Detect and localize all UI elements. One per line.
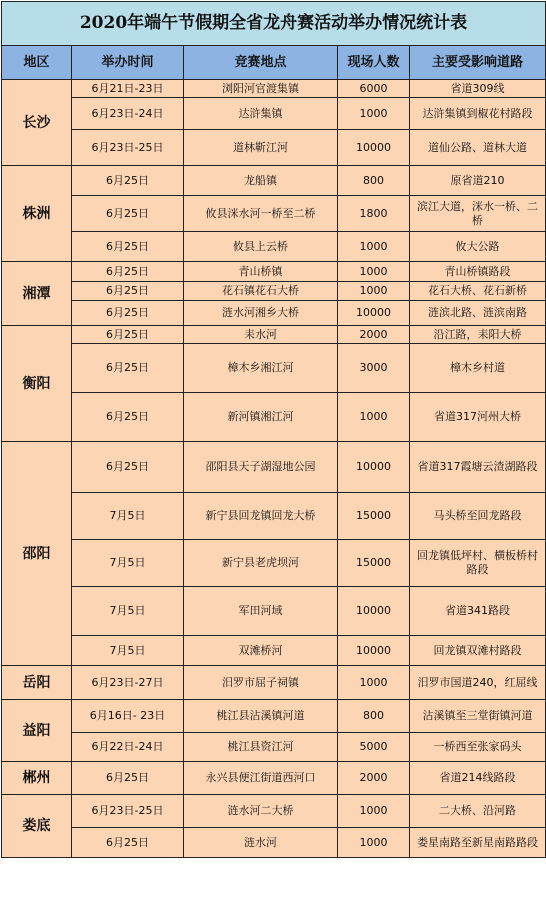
region-cell: 郴州 — [2, 762, 72, 795]
attendance-cell: 1000 — [338, 828, 410, 858]
attendance-cell: 1000 — [338, 282, 410, 301]
location-cell: 涟水河 — [184, 828, 338, 858]
attendance-cell: 1000 — [338, 795, 410, 828]
time-cell: 6月25日 — [72, 344, 184, 393]
time-cell: 6月25日 — [72, 262, 184, 282]
roads-cell: 省道341路段 — [410, 587, 546, 636]
time-cell: 6月23日-25日 — [72, 130, 184, 166]
location-cell: 新宁县老虎坝河 — [184, 540, 338, 587]
time-cell: 6月22日-24日 — [72, 733, 184, 762]
attendance-cell: 10000 — [338, 636, 410, 666]
location-cell: 军田河域 — [184, 587, 338, 636]
table-row — [2, 232, 546, 262]
attendance-cell: 800 — [338, 700, 410, 733]
region-cell: 娄底 — [2, 795, 72, 858]
attendance-cell: 6000 — [338, 80, 410, 98]
location-cell: 汨罗市屈子祠镇 — [184, 666, 338, 700]
attendance-cell: 1000 — [338, 262, 410, 282]
attendance-cell: 800 — [338, 166, 410, 196]
location-cell: 龙船镇 — [184, 166, 338, 196]
attendance-cell: 2000 — [338, 762, 410, 795]
time-cell: 7月5日 — [72, 493, 184, 540]
table-row — [2, 196, 546, 232]
time-cell: 6月25日 — [72, 232, 184, 262]
table-row — [2, 636, 546, 666]
header-location: 竞赛地点 — [184, 46, 338, 80]
attendance-cell: 5000 — [338, 733, 410, 762]
table-row — [2, 493, 546, 540]
location-cell: 邵阳县天子湖湿地公园 — [184, 442, 338, 493]
location-cell: 桃江县资江河 — [184, 733, 338, 762]
roads-cell: 汨罗市国道240，红屈线 — [410, 666, 546, 700]
roads-cell: 涟滨北路、涟滨南路 — [410, 301, 546, 326]
time-cell: 6月25日 — [72, 166, 184, 196]
location-cell: 耒水河 — [184, 326, 338, 344]
table-row — [2, 130, 546, 166]
region-cell: 株洲 — [2, 166, 72, 262]
table-row — [2, 166, 546, 196]
location-cell: 新河镇湘江河 — [184, 393, 338, 442]
table-row — [2, 98, 546, 130]
table-row — [2, 393, 546, 442]
roads-cell: 达浒集镇到椒花村路段 — [410, 98, 546, 130]
location-cell: 攸县上云桥 — [184, 232, 338, 262]
header-roads: 主要受影响道路 — [410, 46, 546, 80]
table-row — [2, 666, 546, 700]
table-row — [2, 262, 546, 282]
table-row — [2, 587, 546, 636]
table-title: 2020年端午节假期全省龙舟赛活动举办情况统计表 — [1, 1, 546, 45]
location-cell: 攸县洣水河一桥至二桥 — [184, 196, 338, 232]
table-body — [2, 80, 546, 858]
attendance-cell: 1800 — [338, 196, 410, 232]
time-cell: 6月25日 — [72, 393, 184, 442]
attendance-cell: 15000 — [338, 493, 410, 540]
attendance-cell: 15000 — [338, 540, 410, 587]
header-attendance: 现场人数 — [338, 46, 410, 80]
time-cell: 6月25日 — [72, 301, 184, 326]
attendance-cell: 3000 — [338, 344, 410, 393]
region-cell: 长沙 — [2, 80, 72, 166]
location-cell: 达浒集镇 — [184, 98, 338, 130]
roads-cell: 滨江大道，洣水一桥、二桥 — [410, 196, 546, 232]
time-cell: 6月25日 — [72, 762, 184, 795]
roads-cell: 马头桥至回龙路段 — [410, 493, 546, 540]
roads-cell: 攸大公路 — [410, 232, 546, 262]
roads-cell: 道仙公路、道林大道 — [410, 130, 546, 166]
attendance-cell: 1000 — [338, 393, 410, 442]
location-cell: 青山桥镇 — [184, 262, 338, 282]
table-row — [2, 733, 546, 762]
time-cell: 6月23日-25日 — [72, 795, 184, 828]
location-cell: 桃江县沾溪镇河道 — [184, 700, 338, 733]
dragon-boat-statistics-table — [1, 1, 546, 858]
roads-cell: 省道317霞塘云渣湖路段 — [410, 442, 546, 493]
roads-cell: 娄星南路至新星南路路段 — [410, 828, 546, 858]
roads-cell: 沾溪镇至三堂街镇河道 — [410, 700, 546, 733]
attendance-cell: 1000 — [338, 232, 410, 262]
time-cell: 7月5日 — [72, 540, 184, 587]
attendance-cell: 10000 — [338, 587, 410, 636]
roads-cell: 省道214线路段 — [410, 762, 546, 795]
roads-cell: 二大桥、沿河路 — [410, 795, 546, 828]
location-cell: 樟木乡湘江河 — [184, 344, 338, 393]
location-cell: 新宁县回龙镇回龙大桥 — [184, 493, 338, 540]
location-cell: 双滩桥河 — [184, 636, 338, 666]
table-row — [2, 540, 546, 587]
region-cell: 邵阳 — [2, 442, 72, 666]
time-cell: 6月23日-24日 — [72, 98, 184, 130]
attendance-cell: 10000 — [338, 301, 410, 326]
location-cell: 永兴县便江街道西河口 — [184, 762, 338, 795]
table-row — [2, 762, 546, 795]
roads-cell: 回龙镇低坪村、横板桥村路段 — [410, 540, 546, 587]
location-cell: 浏阳河官渡集镇 — [184, 80, 338, 98]
table-row — [2, 282, 546, 301]
attendance-cell: 1000 — [338, 98, 410, 130]
header-time: 举办时间 — [72, 46, 184, 80]
table-row — [2, 326, 546, 344]
roads-cell: 樟木乡村道 — [410, 344, 546, 393]
table-row — [2, 442, 546, 493]
region-cell: 益阳 — [2, 700, 72, 762]
header-row — [2, 46, 546, 80]
region-cell: 岳阳 — [2, 666, 72, 700]
time-cell: 7月5日 — [72, 587, 184, 636]
time-cell: 6月25日 — [72, 326, 184, 344]
attendance-cell: 2000 — [338, 326, 410, 344]
table-row — [2, 700, 546, 733]
attendance-cell: 1000 — [338, 666, 410, 700]
time-cell: 6月25日 — [72, 282, 184, 301]
location-cell: 花石镇花石大桥 — [184, 282, 338, 301]
table-row — [2, 344, 546, 393]
roads-cell: 回龙镇双滩村路段 — [410, 636, 546, 666]
roads-cell: 花石大桥、花石新桥 — [410, 282, 546, 301]
attendance-cell: 10000 — [338, 130, 410, 166]
region-cell: 衡阳 — [2, 326, 72, 442]
table-row — [2, 828, 546, 858]
attendance-cell: 10000 — [338, 442, 410, 493]
time-cell: 6月16日- 23日 — [72, 700, 184, 733]
time-cell: 6月21日-23日 — [72, 80, 184, 98]
header-region: 地区 — [2, 46, 72, 80]
roads-cell: 沿江路，耒阳大桥 — [410, 326, 546, 344]
location-cell: 道林靳江河 — [184, 130, 338, 166]
time-cell: 6月25日 — [72, 442, 184, 493]
time-cell: 6月25日 — [72, 828, 184, 858]
roads-cell: 省道309线 — [410, 80, 546, 98]
table-row — [2, 80, 546, 98]
roads-cell: 青山桥镇路段 — [410, 262, 546, 282]
roads-cell: 原省道210 — [410, 166, 546, 196]
location-cell: 涟水河二大桥 — [184, 795, 338, 828]
region-cell: 湘潭 — [2, 262, 72, 326]
time-cell: 7月5日 — [72, 636, 184, 666]
roads-cell: 一桥西至张家码头 — [410, 733, 546, 762]
table-row — [2, 301, 546, 326]
roads-cell: 省道317河州大桥 — [410, 393, 546, 442]
table-row — [2, 795, 546, 828]
time-cell: 6月25日 — [72, 196, 184, 232]
location-cell: 涟水河湘乡大桥 — [184, 301, 338, 326]
time-cell: 6月23日-27日 — [72, 666, 184, 700]
